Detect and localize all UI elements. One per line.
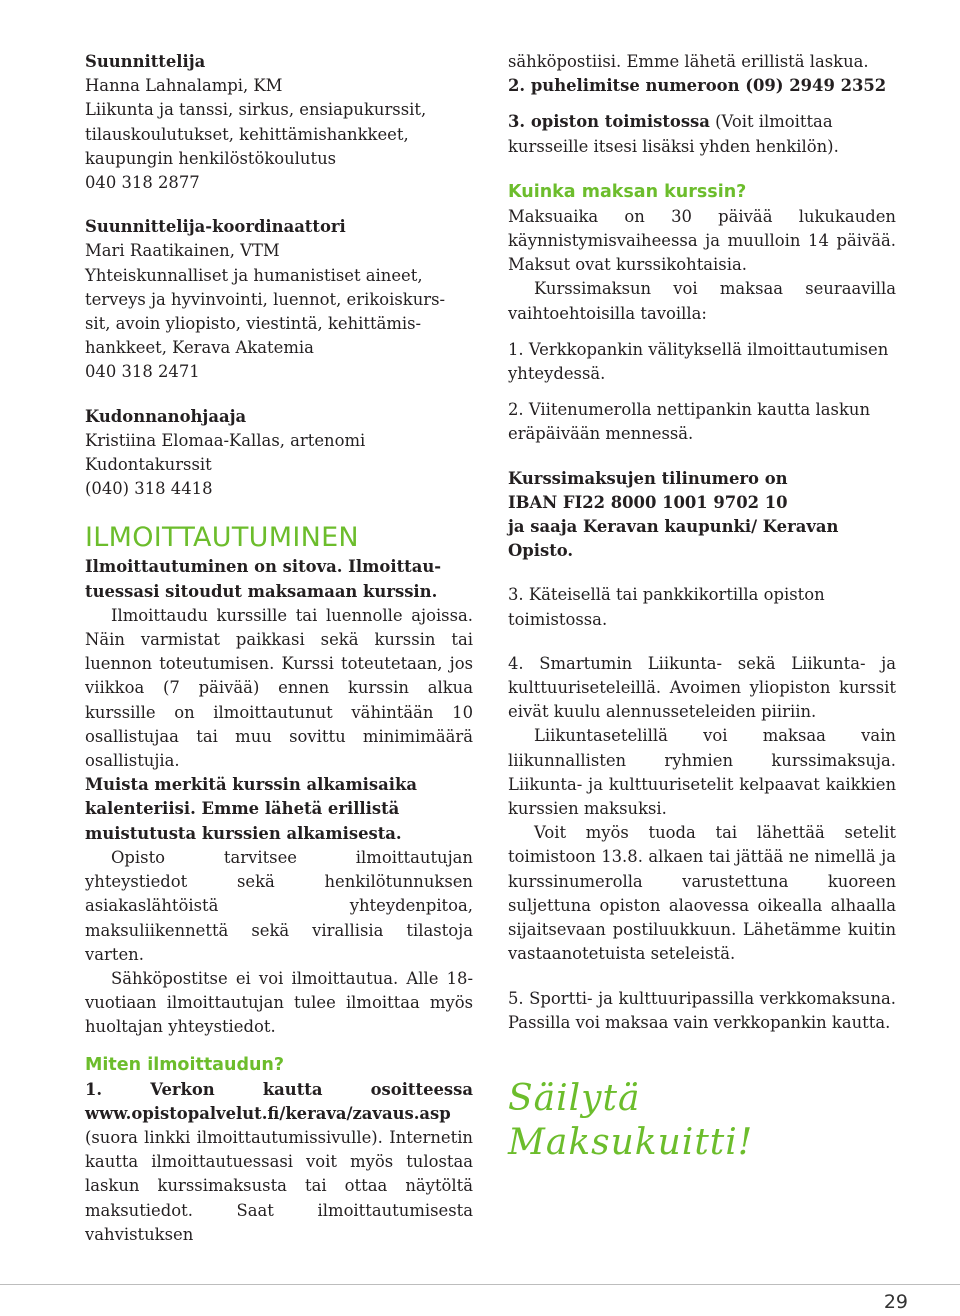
- coordinator-line: hankkeet, Kerava Akatemia: [85, 338, 314, 358]
- contact-data-paragraph: Opisto tarvitsee ilmoittautujan yhteystiedot sekä henkilötunnuksen asiakaslähtöistä yhteydenpitoa, maksuliikennettä sekä virallisia tilastoja varten.: [85, 847, 473, 964]
- payment-option-2: 2. Viitenumerolla nettipankin kautta laskun eräpäivään mennessä.: [508, 400, 871, 444]
- planner-line: Hanna Lahnalampi, KM: [85, 76, 283, 96]
- footer-rule: [0, 1284, 960, 1285]
- right-column: [508, 50, 896, 1165]
- weaving-title: Kudonnanohjaaja: [85, 406, 247, 426]
- coordinator-line: Mari Raatikainen, VTM: [85, 241, 280, 261]
- option-1-text: (suora linkki ilmoittautumissivulle). Internetin kautta ilmoittautuessasi voit myös tulostaa laskun kurssimaksusta tai ottaa näytöltä maksutiedot. Saat ilmoittautumisesta vahvistuksen: [85, 1127, 473, 1244]
- payment-option-3: 3. Käteisellä tai pankkikortilla opiston toimistossa.: [508, 585, 825, 629]
- how-to-register-heading: Miten ilmoittaudun?: [85, 1054, 285, 1075]
- planner-line: tilauskoulutukset, kehittämishankkeet,: [85, 124, 409, 144]
- option-3-paragraph: [508, 110, 896, 158]
- option-3-text: (Voit ilmoittaa kursseille itsesi lisäksi yhden henkilön).: [508, 112, 839, 156]
- continuation-text: sähköpostiisi. Emme lähetä erillistä laskua.: [508, 52, 869, 71]
- account-receiver: ja saaja Keravan kaupunki/ Keravan Opisto.: [508, 517, 839, 561]
- payment-option-1: 1. Verkkopankin välityksellä ilmoittautumisen yhteydessä.: [508, 339, 889, 384]
- planner-title: Suunnittelija: [85, 52, 206, 71]
- weaving-line: Kudontakurssit: [85, 455, 212, 475]
- planner-line: kaupungin henkilöstökoulutus: [85, 148, 337, 168]
- coordinator-line: Yhteiskunnalliset ja humanistiset aineet,: [85, 265, 423, 285]
- binding-notice: Ilmoittautuminen on sitova. Ilmoittau-tuessasi sitoudut maksamaan kurssin.: [85, 557, 442, 601]
- account-iban: IBAN FI22 8000 1001 9702 10: [508, 492, 788, 512]
- coordinator-phone: 040 318 2471: [85, 362, 200, 382]
- page-number: 29: [883, 1291, 908, 1313]
- left-column: [85, 50, 473, 1247]
- email-paragraph: Sähköpostitse ei voi ilmoittautua. Alle 18-vuotiaan ilmoittautujan tulee ilmoittaa myös huoltajan yhteystiedot.: [85, 968, 473, 1037]
- coordinator-title: Suunnittelija-koordinaattori: [85, 217, 346, 237]
- payment-option-5: 5. Sportti- ja kulttuuripassilla verkkomaksuna. Passilla voi maksaa vain verkkopankin kautta.: [508, 988, 896, 1032]
- weaving-phone: (040) 318 4418: [85, 479, 213, 499]
- option-2: 2. puhelimitse numeroon (09) 2949 2352: [508, 76, 887, 96]
- payment-option-4: 4. Smartumin Liikunta- sekä Liikunta- ja kulttuuriseteleillä. Avoimen yliopiston kurssit eivät kuulu alennusseteleiden piiriin.: [508, 653, 896, 722]
- payment-option-4-voucher: Liikuntasetelillä voi maksaa vain liikunnallisten ryhmien kurssimaksuja. Liikunta- ja kulttuurisetelit kelpaavat kaikkien kurssien maksuksi.: [508, 726, 896, 819]
- payment-heading: Kuinka maksan kurssin?: [508, 181, 747, 202]
- coordinator-line: sit, avoin yliopisto, viestintä, kehittämis-: [85, 314, 422, 334]
- option-3-label: 3. opiston toimistossa: [508, 112, 710, 132]
- remember-notice: Muista merkitä kurssin alkamisaika kalenteriisi. Emme lähetä erillistä muistutusta kurssien alkamisesta.: [85, 775, 417, 843]
- payment-option-4-send: Voit myös tuoda tai lähettää setelit toimistoon 13.8. alkaen tai jättää ne nimellä ja kurssinumerolla varustettuna kuoreen suljettuna opiston alaovessa oikealla alhaalla sijaitsevaan postiluukkuun. Lähetämme kuitin vastaanotetuista seteleistä.: [508, 823, 896, 964]
- weaving-line: Kristiina Elomaa-Kallas, artenomi: [85, 430, 366, 450]
- register-paragraph: Ilmoittaudu kurssille tai luennolle ajoissa. Näin varmistat paikkasi sekä kurssin tai luennon toteutumisen. Kurssi toteutetaan, jos viikkoa (7 päivää) ennen kurssin alkua kurssille on ilmoittautunut vähintään 10 osallistujaa tai muu sovittu minimimäärä osallistujia.: [85, 605, 473, 771]
- coordinator-line: terveys ja hyvinvointi, luennot, erikoiskurs-: [85, 289, 446, 309]
- option-1-label[interactable]: 1. Verkon kautta osoitteessa www.opistopalvelut.fi/kerava/zavaus.asp: [85, 1079, 473, 1123]
- account-title: Kurssimaksujen tilinumero on: [508, 468, 788, 488]
- payment-options-intro: Kurssimaksun voi maksaa seuraavilla vaihtoehtoisilla tavoilla:: [508, 279, 896, 323]
- option-1-paragraph: [85, 1078, 473, 1247]
- planner-line: Liikunta ja tanssi, sirkus, ensiapukurssit,: [85, 100, 427, 120]
- keep-receipt-note: Säilytä Maksukuitti!: [508, 1077, 754, 1163]
- section-title: ILMOITTAUTUMINEN: [85, 522, 359, 554]
- payment-time-paragraph: Maksuaika on 30 päivää lukukauden käynnistymisvaiheessa ja muulloin 14 päivää. Maksut ovat kurssikohtaisia.: [508, 206, 896, 275]
- planner-phone: 040 318 2877: [85, 173, 200, 193]
